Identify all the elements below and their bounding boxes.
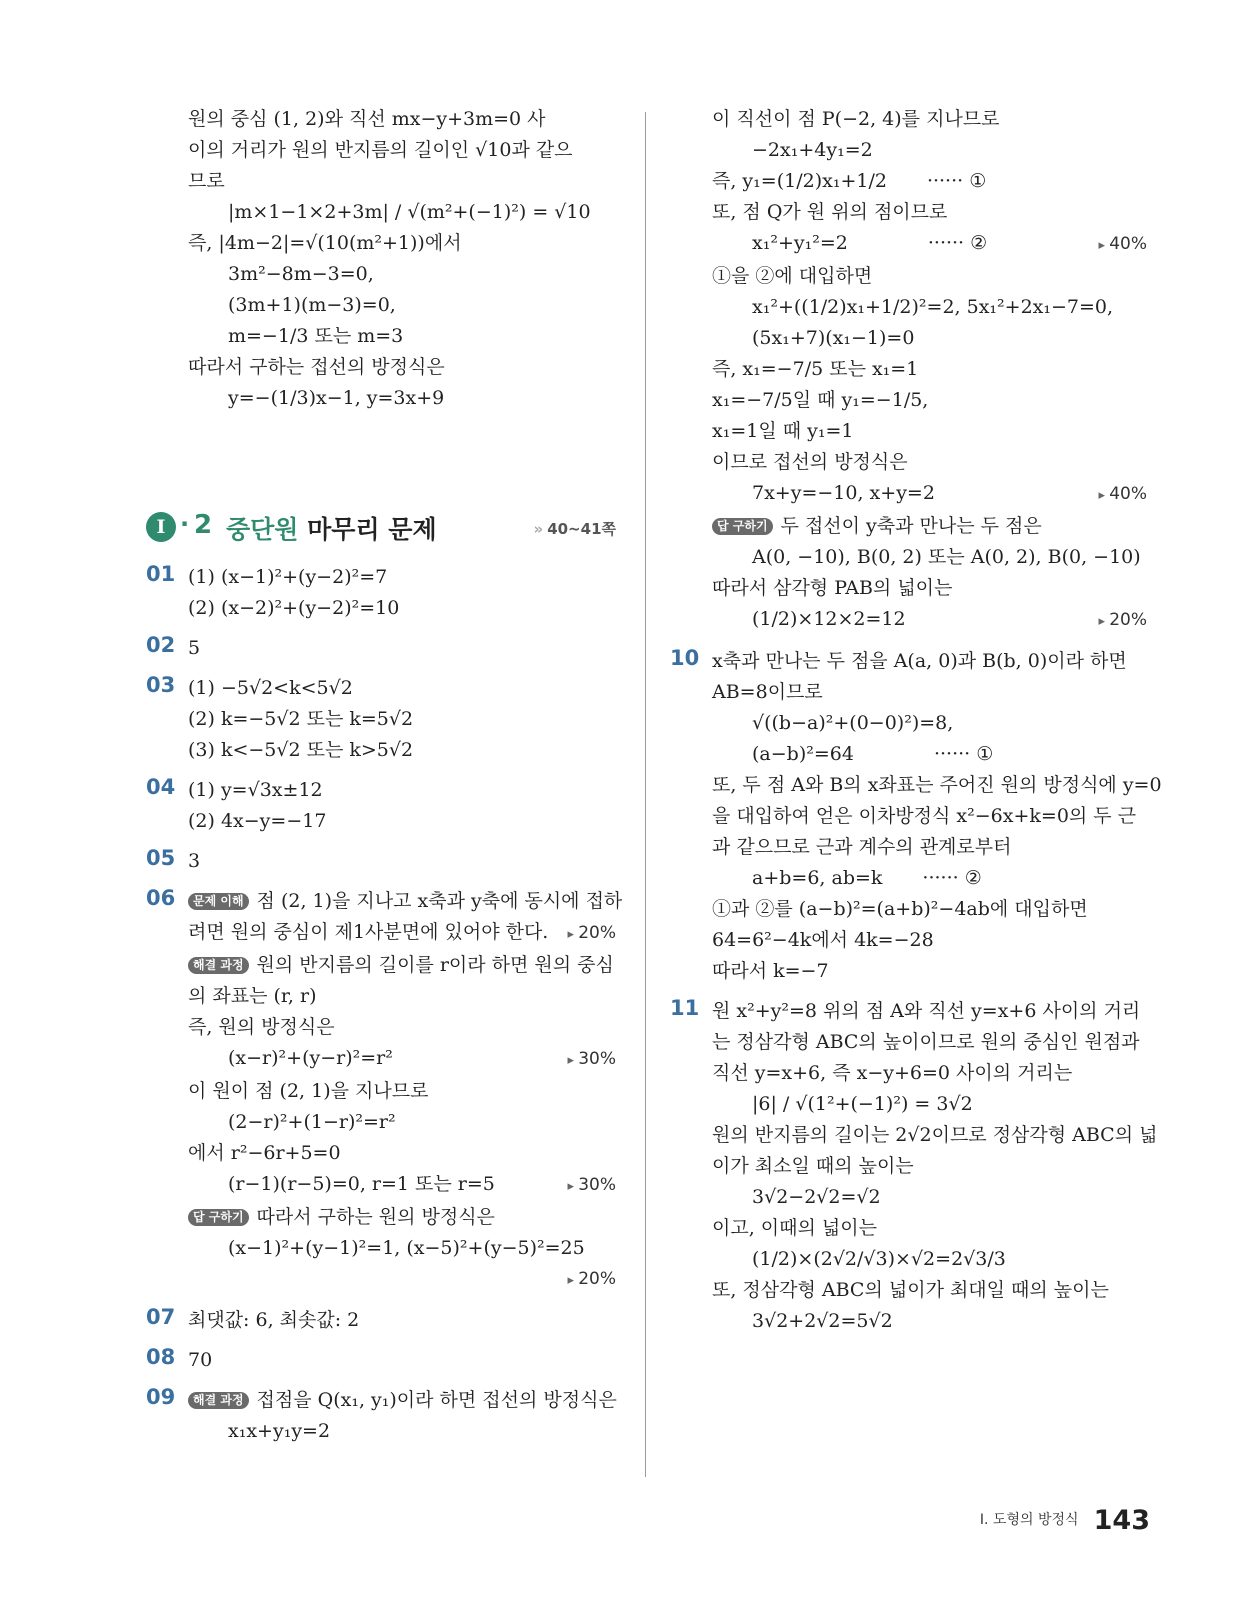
- section-header: [146, 504, 616, 554]
- text-line: 원의 반지름의 길이는 2√2이므로 정삼각형 ABC의 넓: [712, 1124, 1158, 1146]
- text-line: 따라서 구하는 접선의 방정식은: [188, 356, 445, 378]
- answer-line: (2) (x−2)²+(y−2)²=10: [188, 597, 400, 619]
- badge-answer: 답 구하기: [712, 518, 773, 535]
- column-divider: [645, 112, 646, 1477]
- section-dot: ·: [180, 510, 190, 538]
- text-line: 원의 중심 (1, 2)와 직선 mx−y+3m=0 사: [188, 108, 546, 130]
- problem-11: [670, 996, 1158, 1337]
- text-line: 또, 정삼각형 ABC의 넓이가 최대일 때의 높이는: [712, 1279, 1109, 1301]
- problem-number: 08: [146, 1345, 176, 1369]
- equation: (1/2)×(2√2/√3)×√2=2√3/3: [752, 1248, 1006, 1270]
- badge-answer: 답 구하기: [188, 1209, 249, 1226]
- badge-understand: 문제 이해: [188, 893, 249, 910]
- problem-number: 01: [146, 562, 176, 586]
- problem-number: 06: [146, 886, 176, 910]
- text-line: ①과 ②를 (a−b)²=(a+b)²−4ab에 대입하면: [712, 898, 1088, 920]
- equation: (3m+1)(m−3)=0,: [228, 294, 396, 316]
- equation: √((b−a)²+(0−0)²)=8,: [752, 712, 954, 734]
- problem-10: [670, 646, 1162, 987]
- answer-line: 문제 이해 점 (2, 1)을 지나고 x축과 y축에 동시에 접하: [188, 886, 616, 917]
- equation: x₁x+y₁y=2: [228, 1420, 331, 1442]
- text-line: 또, 두 점 A와 B의 x좌표는 주어진 원의 방정식에 y=0: [712, 774, 1162, 796]
- part-badge: I: [146, 512, 176, 542]
- problem-04: [146, 775, 616, 837]
- answer-line: (1) −5√2<k<5√2: [188, 677, 353, 699]
- equation-line: a+b=6, ab=k ······ ②: [752, 867, 982, 889]
- answer-line: (3) k<−5√2 또는 k>5√2: [188, 739, 414, 761]
- text-line: 또, 점 Q가 원 위의 점이므로: [712, 201, 948, 223]
- equation: x₁²+((1/2)x₁+1/2)²=2, 5x₁²+2x₁−7=0,: [752, 296, 1114, 318]
- answer-line: 의 좌표는 (r, r): [188, 985, 317, 1007]
- answer-line: 에서 r²−6r+5=0: [188, 1142, 341, 1164]
- page-footer: [940, 1505, 1150, 1536]
- text-line: 이고, 이때의 넓이는: [712, 1217, 877, 1239]
- problem-number: 07: [146, 1305, 176, 1329]
- problem-06: [146, 886, 623, 1296]
- equation-row: 7x+y=−10, x+y=2 ▸ 40%: [712, 478, 1147, 511]
- answer-line: 3: [188, 850, 201, 872]
- answer-line: 즉, 원의 방정식은: [188, 1016, 335, 1038]
- left-column: [146, 104, 623, 1447]
- equation: |m×1−1×2+3m| / √(m²+(−1)²) = √10: [228, 201, 591, 223]
- problem-03: [146, 673, 616, 766]
- score-percent: ▸ 40%: [1099, 229, 1147, 261]
- answer-line: 최댓값: 6, 최솟값: 2: [188, 1309, 360, 1331]
- equation: |6| / √(1²+(−1)²) = 3√2: [752, 1093, 973, 1115]
- equation: −2x₁+4y₁=2: [752, 139, 873, 161]
- text-line: 따라서 k=−7: [712, 960, 829, 982]
- answer-line: (1) (x−1)²+(y−2)²=7: [188, 566, 388, 588]
- text-line: 64=6²−4k에서 4k=−28: [712, 929, 934, 951]
- answer-line: 해결 과정 접점을 Q(x₁, y₁)이라 하면 접선의 방정식은: [188, 1385, 616, 1416]
- problem-number: 09: [146, 1385, 176, 1409]
- text-line: 이므로 접선의 방정식은: [712, 451, 908, 473]
- equation-line: 즉, y₁=(1/2)x₁+1/2 ······ ①: [712, 170, 987, 192]
- problem-number: 10: [670, 646, 700, 670]
- problem-09: [146, 1385, 616, 1447]
- problem-09-continued: [712, 104, 1147, 637]
- problem-05: [146, 846, 616, 877]
- answer-line: (1) y=√3x±12: [188, 779, 323, 801]
- problem-number: 04: [146, 775, 176, 799]
- text-line: 즉, |4m−2|=√(10(m²+1))에서: [188, 232, 462, 254]
- answer-row: 려면 원의 중심이 제1사분면에 있어야 한다. ▸ 20%: [188, 917, 616, 950]
- text-line: 따라서 삼각형 PAB의 넓이는: [712, 577, 953, 599]
- section-pages: » 40~41쪽: [533, 518, 616, 539]
- text-line: AB=8이므로: [712, 681, 823, 703]
- score-percent: ▸ 30%: [568, 1044, 616, 1076]
- answer-line: 5: [188, 637, 201, 659]
- text-line: 을 대입하여 얻은 이차방정식 x²−6x+k=0의 두 근: [712, 805, 1137, 827]
- text-line: 므로: [188, 170, 225, 192]
- problem-01: [146, 562, 616, 624]
- equation: (x−1)²+(y−1)²=1, (x−5)²+(y−5)²=25: [228, 1237, 585, 1259]
- text-line: 원 x²+y²=8 위의 점 A와 직선 y=x+6 사이의 거리: [712, 1000, 1141, 1022]
- problem-08: [146, 1345, 616, 1376]
- problem-07: [146, 1305, 616, 1336]
- equation-line: x₁=1일 때 y₁=1: [712, 420, 854, 442]
- problem-02: [146, 633, 616, 664]
- text-line: 이의 거리가 원의 반지름의 길이인 √10과 같으: [188, 139, 573, 161]
- equation-row: (1/2)×12×2=12 ▸ 20%: [712, 604, 1147, 637]
- equation: 3√2−2√2=√2: [752, 1186, 881, 1208]
- problem-number: 03: [146, 673, 176, 697]
- prev-solution: [146, 104, 616, 414]
- page-number: 143: [1093, 1505, 1150, 1536]
- equation: 3√2+2√2=5√2: [752, 1310, 893, 1332]
- text-line: 답 구하기 두 접선이 y축과 만나는 두 점은: [712, 511, 1147, 542]
- right-column: [670, 104, 1162, 1337]
- text-line: 는 정삼각형 ABC의 높이이므로 원의 중심인 원점과: [712, 1031, 1140, 1053]
- score-percent: ▸ 20%: [1099, 605, 1147, 637]
- answer-row: (r−1)(r−5)=0, r=1 또는 r=5 ▸ 30%: [188, 1169, 616, 1202]
- equation-line: x₁=−7/5일 때 y₁=−1/5,: [712, 389, 929, 411]
- text-line: 직선 y=x+6, 즉 x−y+6=0 사이의 거리는: [712, 1062, 1073, 1084]
- badge-solve: 해결 과정: [188, 1392, 249, 1409]
- equation-line: 즉, x₁=−7/5 또는 x₁=1: [712, 358, 919, 380]
- score-percent: ▸ 20%: [568, 1264, 616, 1296]
- score-percent: ▸ 40%: [1099, 479, 1147, 511]
- badge-solve: 해결 과정: [188, 957, 249, 974]
- answer-line: (2) 4x−y=−17: [188, 810, 327, 832]
- equation: 3m²−8m−3=0,: [228, 263, 374, 285]
- answer-row: (x−r)²+(y−r)²=r² ▸ 30%: [188, 1043, 616, 1076]
- answer-row: [188, 1264, 616, 1296]
- problem-number: 02: [146, 633, 176, 657]
- score-percent: ▸ 30%: [568, 1170, 616, 1202]
- problem-number: 05: [146, 846, 176, 870]
- chapter-name: I. 도형의 방정식: [979, 1512, 1079, 1528]
- section-number: 2: [194, 510, 213, 540]
- problem-number: 11: [670, 996, 700, 1020]
- text-line: 이가 최소일 때의 높이는: [712, 1155, 914, 1177]
- text-line: ①을 ②에 대입하면: [712, 265, 873, 287]
- section-title: 중단원 마무리 문제: [226, 515, 437, 544]
- equation-line: (a−b)²=64 ······ ①: [752, 743, 994, 765]
- equation: A(0, −10), B(0, 2) 또는 A(0, 2), B(0, −10): [752, 546, 1141, 568]
- answer-line: (2) k=−5√2 또는 k=5√2: [188, 708, 414, 730]
- answer-line: 해결 과정 원의 반지름의 길이를 r이라 하면 원의 중심: [188, 950, 616, 981]
- equation: (5x₁+7)(x₁−1)=0: [752, 327, 915, 349]
- text-line: 과 같으므로 근과 계수의 관계로부터: [712, 836, 1012, 858]
- answer-line: 이 원이 점 (2, 1)을 지나므로: [188, 1080, 429, 1102]
- equation: (2−r)²+(1−r)²=r²: [228, 1111, 396, 1133]
- text-line: x축과 만나는 두 점을 A(a, 0)과 B(b, 0)이라 하면: [712, 650, 1127, 672]
- answer-line: 답 구하기 따라서 구하는 원의 방정식은: [188, 1202, 616, 1233]
- text-line: 이 직선이 점 P(−2, 4)를 지나므로: [712, 108, 1000, 130]
- equation-row: x₁²+y₁²=2 ······ ② ▸ 40%: [712, 228, 1147, 261]
- answer-line: 70: [188, 1349, 213, 1371]
- equation: y=−(1/3)x−1, y=3x+9: [228, 387, 445, 409]
- equation: m=−1/3 또는 m=3: [228, 325, 404, 347]
- score-percent: ▸ 20%: [568, 918, 616, 950]
